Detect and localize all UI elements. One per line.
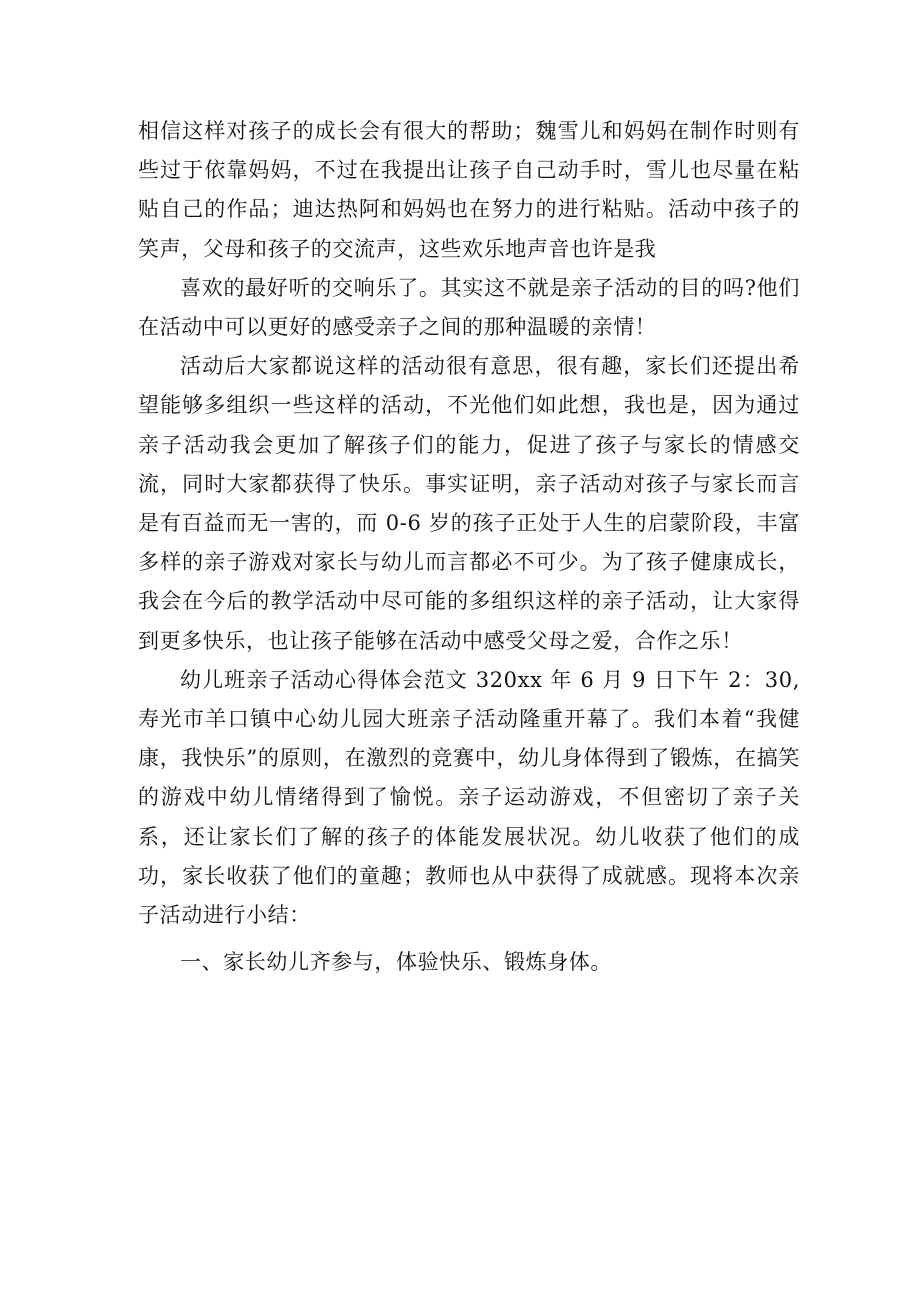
document-page — [138, 112, 800, 982]
paragraph-continuation: 相信这样对孩子的成长会有很大的帮助；魏雪儿和妈妈在制作时则有些过于依靠妈妈，不过在我提出让孩子自己动手时，雪儿也尽量在粘贴自己的作品；迪达热阿和妈妈也在努力的进行粘贴。活动中孩子的笑声，父母和孩子的交流声，这些欢乐地声音也许是我 — [138, 119, 800, 261]
section-heading-one: 一、家长幼儿齐参与，体验快乐、锻炼身体。 — [180, 950, 612, 975]
paragraph-after-activity: 活动后大家都说这样的活动很有意思，很有趣，家长们还提出希望能够多组织一些这样的活动，不光他们如此想，我也是，因为通过亲子活动我会更加了解孩子们的能力，促进了孩子与家长的情感交流，同时大家都获得了快乐。事实证明，亲子活动对孩子与家长而言是有百益而无一害的，而 0-6 岁的孩子正处于人生的启蒙阶段，丰富多样的亲子游戏对家长与幼儿而言都必不可少。为了孩子健康成长，我会在今后的教学活动中尽可能的多组织这样的亲子活动，让大家得到更多快乐，也让孩子能够在活动中感受父母之爱，合作之乐！ — [138, 354, 800, 653]
paragraph-symphony: 喜欢的最好听的交响乐了。其实这不就是亲子活动的目的吗?他们在活动中可以更好的感受亲子之间的那种温暖的亲情！ — [138, 275, 800, 340]
paragraph-sample-essay: 幼儿班亲子活动心得体会范文 320xx 年 6 月 9 日下午 2：30,寿光市羊口镇中心幼儿园大班亲子活动隆重开幕了。我们本着“我健康，我快乐”的原则，在激烈的竞赛中，幼儿身体得到了锻炼，在搞笑的游戏中幼儿情绪得到了愉悦。亲子运动游戏，不但密切了亲子关系，还让家长们了解的孩子的体能发展状况。幼儿收获了他们的成功，家长收获了他们的童趣；教师也从中获得了成就感。现将本次亲子活动进行小结： — [138, 667, 800, 928]
